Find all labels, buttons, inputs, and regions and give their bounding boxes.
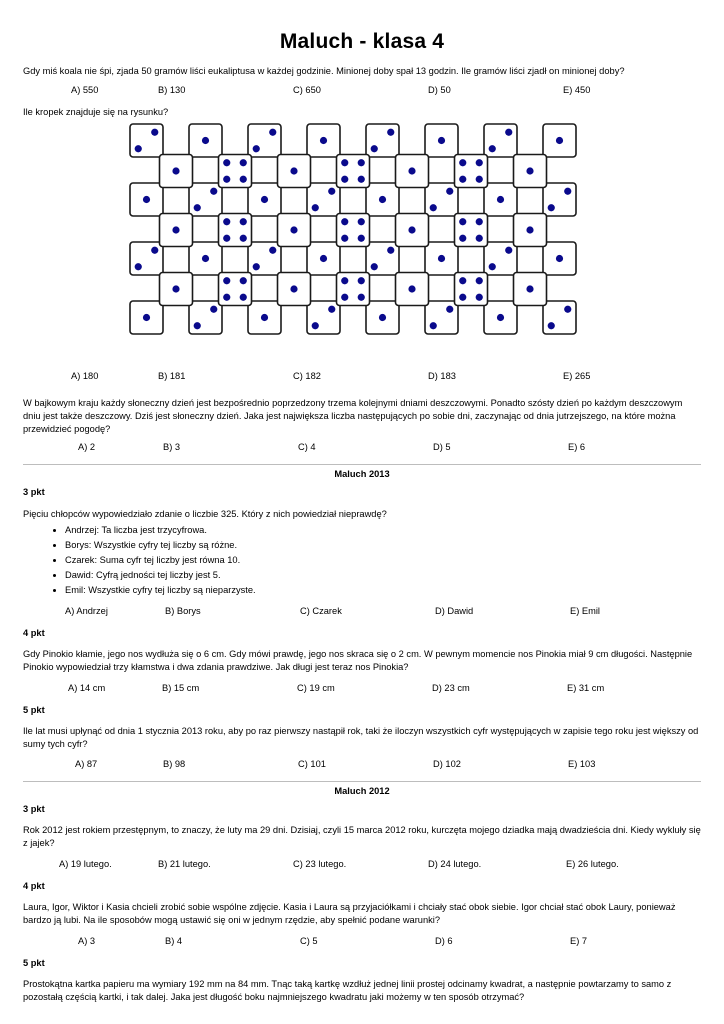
- answer-e: E) 265: [563, 371, 591, 381]
- answer-a: A) 14 cm: [68, 683, 106, 693]
- die-face: [455, 214, 488, 247]
- die-dot: [497, 196, 504, 203]
- section-divider: [23, 464, 701, 465]
- answer-a: A) 180: [71, 371, 99, 381]
- die-dot: [476, 159, 483, 166]
- die-face: [396, 155, 429, 188]
- die-dot: [476, 235, 483, 242]
- die-dot: [341, 176, 348, 183]
- die-face: [189, 242, 222, 275]
- die-face: [514, 214, 547, 247]
- die-dot: [341, 277, 348, 284]
- die-dot: [210, 188, 217, 195]
- die-face: [248, 183, 281, 216]
- answer-b: B) 98: [163, 759, 186, 769]
- die-dot: [358, 277, 365, 284]
- die-face: [543, 183, 576, 216]
- die-dot: [489, 263, 496, 270]
- points-heading-4: 4 pkt: [23, 628, 45, 638]
- answer-d: D) 5: [433, 442, 451, 452]
- answer-b: B) 130: [158, 85, 186, 95]
- question-weather: W bajkowym kraju każdy słoneczny dzień jest bezpośrednio poprzedzony trzema kolejnymi dniami deszczowymi. Ponadto szósty dzień po każdym deszczowym dniu jest także deszczowy. Dziś jest słoneczny dzień. Jaka jest największa liczba następujących po sobie dni, zaczynając od dnia jutrzejszego, na które można przewidzieć pogodę?: [23, 398, 683, 434]
- die-dot: [358, 294, 365, 301]
- die-dot: [408, 167, 415, 174]
- die-dot: [459, 218, 466, 225]
- die-dot: [328, 306, 335, 313]
- die-face: [219, 273, 252, 306]
- die-face: [366, 124, 399, 157]
- die-face: [543, 242, 576, 275]
- die-dot: [223, 176, 230, 183]
- answer-d: D) 24 lutego.: [428, 859, 482, 869]
- answer-c: C) 182: [293, 371, 321, 381]
- die-dot: [341, 218, 348, 225]
- die-face: [337, 273, 370, 306]
- die-face: [278, 155, 311, 188]
- question-paper: Prostokątna kartka papieru ma wymiary 192 mm na 84 mm. Tnąc taką kartkę wzdłuż jednej linii prostej odcinamy kwadrat, a następnie powtarzamy to samo z pozostałą częścią kartki, i tak dalej. Jaka jest długość boku najmniejszego kwadratu jaki możemy w ten sposób otrzymać?: [23, 979, 672, 1002]
- die-dot: [459, 277, 466, 284]
- answer-d: D) 23 cm: [432, 683, 470, 693]
- answer-a: A) 87: [75, 759, 98, 769]
- answer-c: C) 101: [298, 759, 326, 769]
- die-face: [278, 273, 311, 306]
- answer-a: A) 2: [78, 442, 96, 452]
- answer-c: C) 19 cm: [297, 683, 335, 693]
- question-pinokio: Gdy Pinokio kłamie, jego nos wydłuża się o 6 cm. Gdy mówi prawdę, jego nos skraca się o 2 cm. W pewnym momencie nos Pinokia miał 9 cm długości. Następnie Pinokio wypowiedział trzy kłamstwa i dwa zdania prawdziwe. Jak długi jest teraz nos Pinokia?: [23, 649, 693, 672]
- die-dot: [556, 137, 563, 144]
- question-years: Ile lat musi upłynąć od dnia 1 stycznia 2013 roku, aby po raz pierwszy nastąpił rok, taki że iloczyn wszystkich cyfr występujących w zapisie tego roku jest większy od sumy tych cyfr?: [23, 726, 699, 749]
- die-dot: [223, 277, 230, 284]
- die-dot: [240, 159, 247, 166]
- die-dot: [379, 196, 386, 203]
- answer-d: D) 102: [433, 759, 461, 769]
- answer-c: C) Czarek: [300, 606, 342, 616]
- answer-b: B) 15 cm: [162, 683, 200, 693]
- die-face: [366, 183, 399, 216]
- die-face: [425, 301, 458, 334]
- die-face: [307, 242, 340, 275]
- die-dot: [430, 204, 437, 211]
- answers-weather: [23, 441, 701, 454]
- die-face: [130, 183, 163, 216]
- die-dot: [172, 226, 179, 233]
- answer-b: B) Borys: [165, 606, 201, 616]
- question-325: Pięciu chłopców wypowiedziało zdanie o liczbie 325. Który z nich powiedział nieprawdę?: [23, 509, 387, 519]
- die-dot: [408, 285, 415, 292]
- answers-325: [23, 605, 701, 618]
- die-dot: [408, 226, 415, 233]
- die-dot: [194, 322, 201, 329]
- die-face: [160, 214, 193, 247]
- die-dot: [240, 294, 247, 301]
- die-dot: [358, 218, 365, 225]
- die-face: [425, 242, 458, 275]
- answer-a: A) 3: [78, 936, 96, 946]
- answer-a: A) 550: [71, 85, 99, 95]
- statements-list: [23, 523, 701, 598]
- die-dot: [223, 159, 230, 166]
- die-dot: [459, 176, 466, 183]
- die-dot: [253, 145, 260, 152]
- die-face: [130, 124, 163, 157]
- answers-chickens: [23, 858, 701, 871]
- dice-grid-image: [128, 122, 588, 364]
- answer-e: E) Emil: [570, 606, 600, 616]
- die-dot: [328, 188, 335, 195]
- die-dot: [358, 176, 365, 183]
- die-dot: [358, 235, 365, 242]
- die-face: [130, 301, 163, 334]
- die-face: [160, 155, 193, 188]
- answer-d: D) Dawid: [435, 606, 474, 616]
- points-heading-3: 3 pkt: [23, 804, 45, 814]
- die-face: [484, 183, 517, 216]
- answer-c: C) 4: [298, 442, 316, 452]
- die-face: [396, 214, 429, 247]
- die-dot: [261, 196, 268, 203]
- die-dot: [476, 218, 483, 225]
- answer-c: C) 5: [300, 936, 318, 946]
- section-title-2013: Maluch 2013: [334, 469, 390, 479]
- answer-a: A) Andrzej: [65, 606, 108, 616]
- die-face: [160, 273, 193, 306]
- points-heading-4: 4 pkt: [23, 881, 45, 891]
- die-face: [484, 301, 517, 334]
- die-dot: [143, 196, 150, 203]
- die-dot: [223, 294, 230, 301]
- die-dot: [564, 188, 571, 195]
- die-dot: [526, 226, 533, 233]
- die-face: [425, 124, 458, 157]
- die-dot: [240, 218, 247, 225]
- die-dot: [202, 137, 209, 144]
- answer-e: E) 7: [570, 936, 588, 946]
- die-dot: [240, 235, 247, 242]
- die-face: [189, 301, 222, 334]
- list-item: • Czarek: Suma cyfr tej liczby jest równa 10.: [65, 553, 701, 568]
- question-koala: Gdy miś koala nie śpi, zjada 50 gramów liści eukaliptusa w każdej godzinie. Minionej doby spał 13 godzin. Ile gramów liści zjadł on minionej doby?: [23, 66, 625, 76]
- die-dot: [143, 314, 150, 321]
- die-dot: [459, 159, 466, 166]
- die-dot: [223, 235, 230, 242]
- answers-years: [23, 758, 701, 771]
- die-dot: [341, 294, 348, 301]
- die-dot: [505, 247, 512, 254]
- die-dot: [135, 145, 142, 152]
- die-dot: [194, 204, 201, 211]
- die-dot: [430, 322, 437, 329]
- answer-e: E) 6: [568, 442, 586, 452]
- die-dot: [151, 129, 158, 136]
- die-dot: [505, 129, 512, 136]
- die-dot: [371, 263, 378, 270]
- die-dot: [371, 145, 378, 152]
- answer-c: C) 650: [293, 85, 321, 95]
- die-dot: [387, 129, 394, 136]
- question-dots: Ile kropek znajduje się na rysunku?: [23, 107, 169, 117]
- die-face: [307, 124, 340, 157]
- answers-koala: [23, 84, 701, 97]
- die-face: [248, 242, 281, 275]
- die-face: [484, 242, 517, 275]
- die-dot: [290, 167, 297, 174]
- answer-d: D) 6: [435, 936, 453, 946]
- die-dot: [526, 167, 533, 174]
- answer-d: D) 50: [428, 85, 451, 95]
- die-face: [366, 301, 399, 334]
- die-face: [455, 273, 488, 306]
- die-face: [543, 301, 576, 334]
- die-dot: [438, 255, 445, 262]
- die-face: [514, 273, 547, 306]
- die-face: [219, 155, 252, 188]
- die-dot: [223, 218, 230, 225]
- answers-dots: [23, 370, 701, 383]
- die-dot: [438, 137, 445, 144]
- die-dot: [476, 294, 483, 301]
- list-item: • Dawid: Cyfrą jedności tej liczby jest 5.: [65, 568, 701, 583]
- answer-b: B) 181: [158, 371, 186, 381]
- die-dot: [341, 159, 348, 166]
- die-dot: [253, 263, 260, 270]
- die-face: [337, 214, 370, 247]
- worksheet-page: [23, 0, 701, 1004]
- die-dot: [290, 285, 297, 292]
- section-title-2012: Maluch 2012: [334, 786, 390, 796]
- answers-pinokio: [23, 682, 701, 695]
- die-dot: [261, 314, 268, 321]
- die-dot: [172, 167, 179, 174]
- answer-e: E) 103: [568, 759, 596, 769]
- die-face: [307, 183, 340, 216]
- die-face: [278, 214, 311, 247]
- die-face: [189, 183, 222, 216]
- answers-photo: [23, 935, 701, 948]
- die-dot: [476, 176, 483, 183]
- answer-a: A) 19 lutego.: [59, 859, 112, 869]
- die-dot: [172, 285, 179, 292]
- die-face: [396, 273, 429, 306]
- die-dot: [476, 277, 483, 284]
- die-dot: [556, 255, 563, 262]
- die-face: [425, 183, 458, 216]
- die-dot: [210, 306, 217, 313]
- die-dot: [269, 247, 276, 254]
- die-face: [366, 242, 399, 275]
- die-dot: [202, 255, 209, 262]
- question-photo: Laura, Igor, Wiktor i Kasia chcieli zrobić sobie wspólne zdjęcie. Kasia i Laura są przyjaciółkami i chciały stać obok siebie. Igor chciał stać obok Laury, ponieważ bardzo ją lubi. Na ile sposobów mogą ustawić się oni w jednym rzędzie, aby spełnić podane warunki?: [23, 902, 676, 925]
- answer-b: B) 3: [163, 442, 181, 452]
- die-dot: [312, 204, 319, 211]
- die-face: [543, 124, 576, 157]
- die-dot: [341, 235, 348, 242]
- die-dot: [459, 294, 466, 301]
- die-face: [455, 155, 488, 188]
- die-face: [248, 301, 281, 334]
- die-dot: [312, 322, 319, 329]
- die-dot: [240, 277, 247, 284]
- section-divider: [23, 781, 701, 782]
- answer-d: D) 183: [428, 371, 456, 381]
- die-face: [484, 124, 517, 157]
- list-item: • Borys: Wszystkie cyfry tej liczby są różne.: [65, 538, 701, 553]
- answer-b: B) 4: [165, 936, 183, 946]
- die-face: [337, 155, 370, 188]
- die-dot: [240, 176, 247, 183]
- die-dot: [379, 314, 386, 321]
- die-dot: [320, 255, 327, 262]
- list-item: • Emil: Wszystkie cyfry tej liczby są nieparzyste.: [65, 583, 701, 598]
- dice-figure: [128, 122, 588, 364]
- die-face: [130, 242, 163, 275]
- die-dot: [548, 204, 555, 211]
- die-dot: [459, 235, 466, 242]
- die-face: [248, 124, 281, 157]
- die-dot: [269, 129, 276, 136]
- answer-c: C) 23 lutego.: [293, 859, 347, 869]
- answer-e: E) 450: [563, 85, 591, 95]
- page-title: Maluch - klasa 4: [279, 30, 445, 53]
- die-face: [514, 155, 547, 188]
- points-heading-5: 5 pkt: [23, 705, 45, 715]
- die-dot: [151, 247, 158, 254]
- die-dot: [446, 188, 453, 195]
- answer-b: B) 21 lutego.: [158, 859, 211, 869]
- die-dot: [446, 306, 453, 313]
- die-dot: [387, 247, 394, 254]
- die-dot: [135, 263, 142, 270]
- die-dot: [290, 226, 297, 233]
- die-face: [307, 301, 340, 334]
- die-face: [219, 214, 252, 247]
- die-dot: [320, 137, 327, 144]
- die-dot: [564, 306, 571, 313]
- die-dot: [526, 285, 533, 292]
- answer-e: E) 31 cm: [567, 683, 605, 693]
- die-dot: [497, 314, 504, 321]
- question-chickens: Rok 2012 jest rokiem przestępnym, to znaczy, że luty ma 29 dni. Dzisiaj, czyli 15 marca 2012 roku, kurczęta mojego dziadka mają dwadzieścia dni. Kiedy wykluły się z jajek?: [23, 825, 701, 848]
- points-heading-5: 5 pkt: [23, 958, 45, 968]
- list-item: • Andrzej: Ta liczba jest trzycyfrowa.: [65, 523, 701, 538]
- answer-e: E) 26 lutego.: [566, 859, 619, 869]
- die-face: [189, 124, 222, 157]
- points-heading-3: 3 pkt: [23, 487, 45, 497]
- die-dot: [489, 145, 496, 152]
- die-dot: [548, 322, 555, 329]
- die-dot: [358, 159, 365, 166]
